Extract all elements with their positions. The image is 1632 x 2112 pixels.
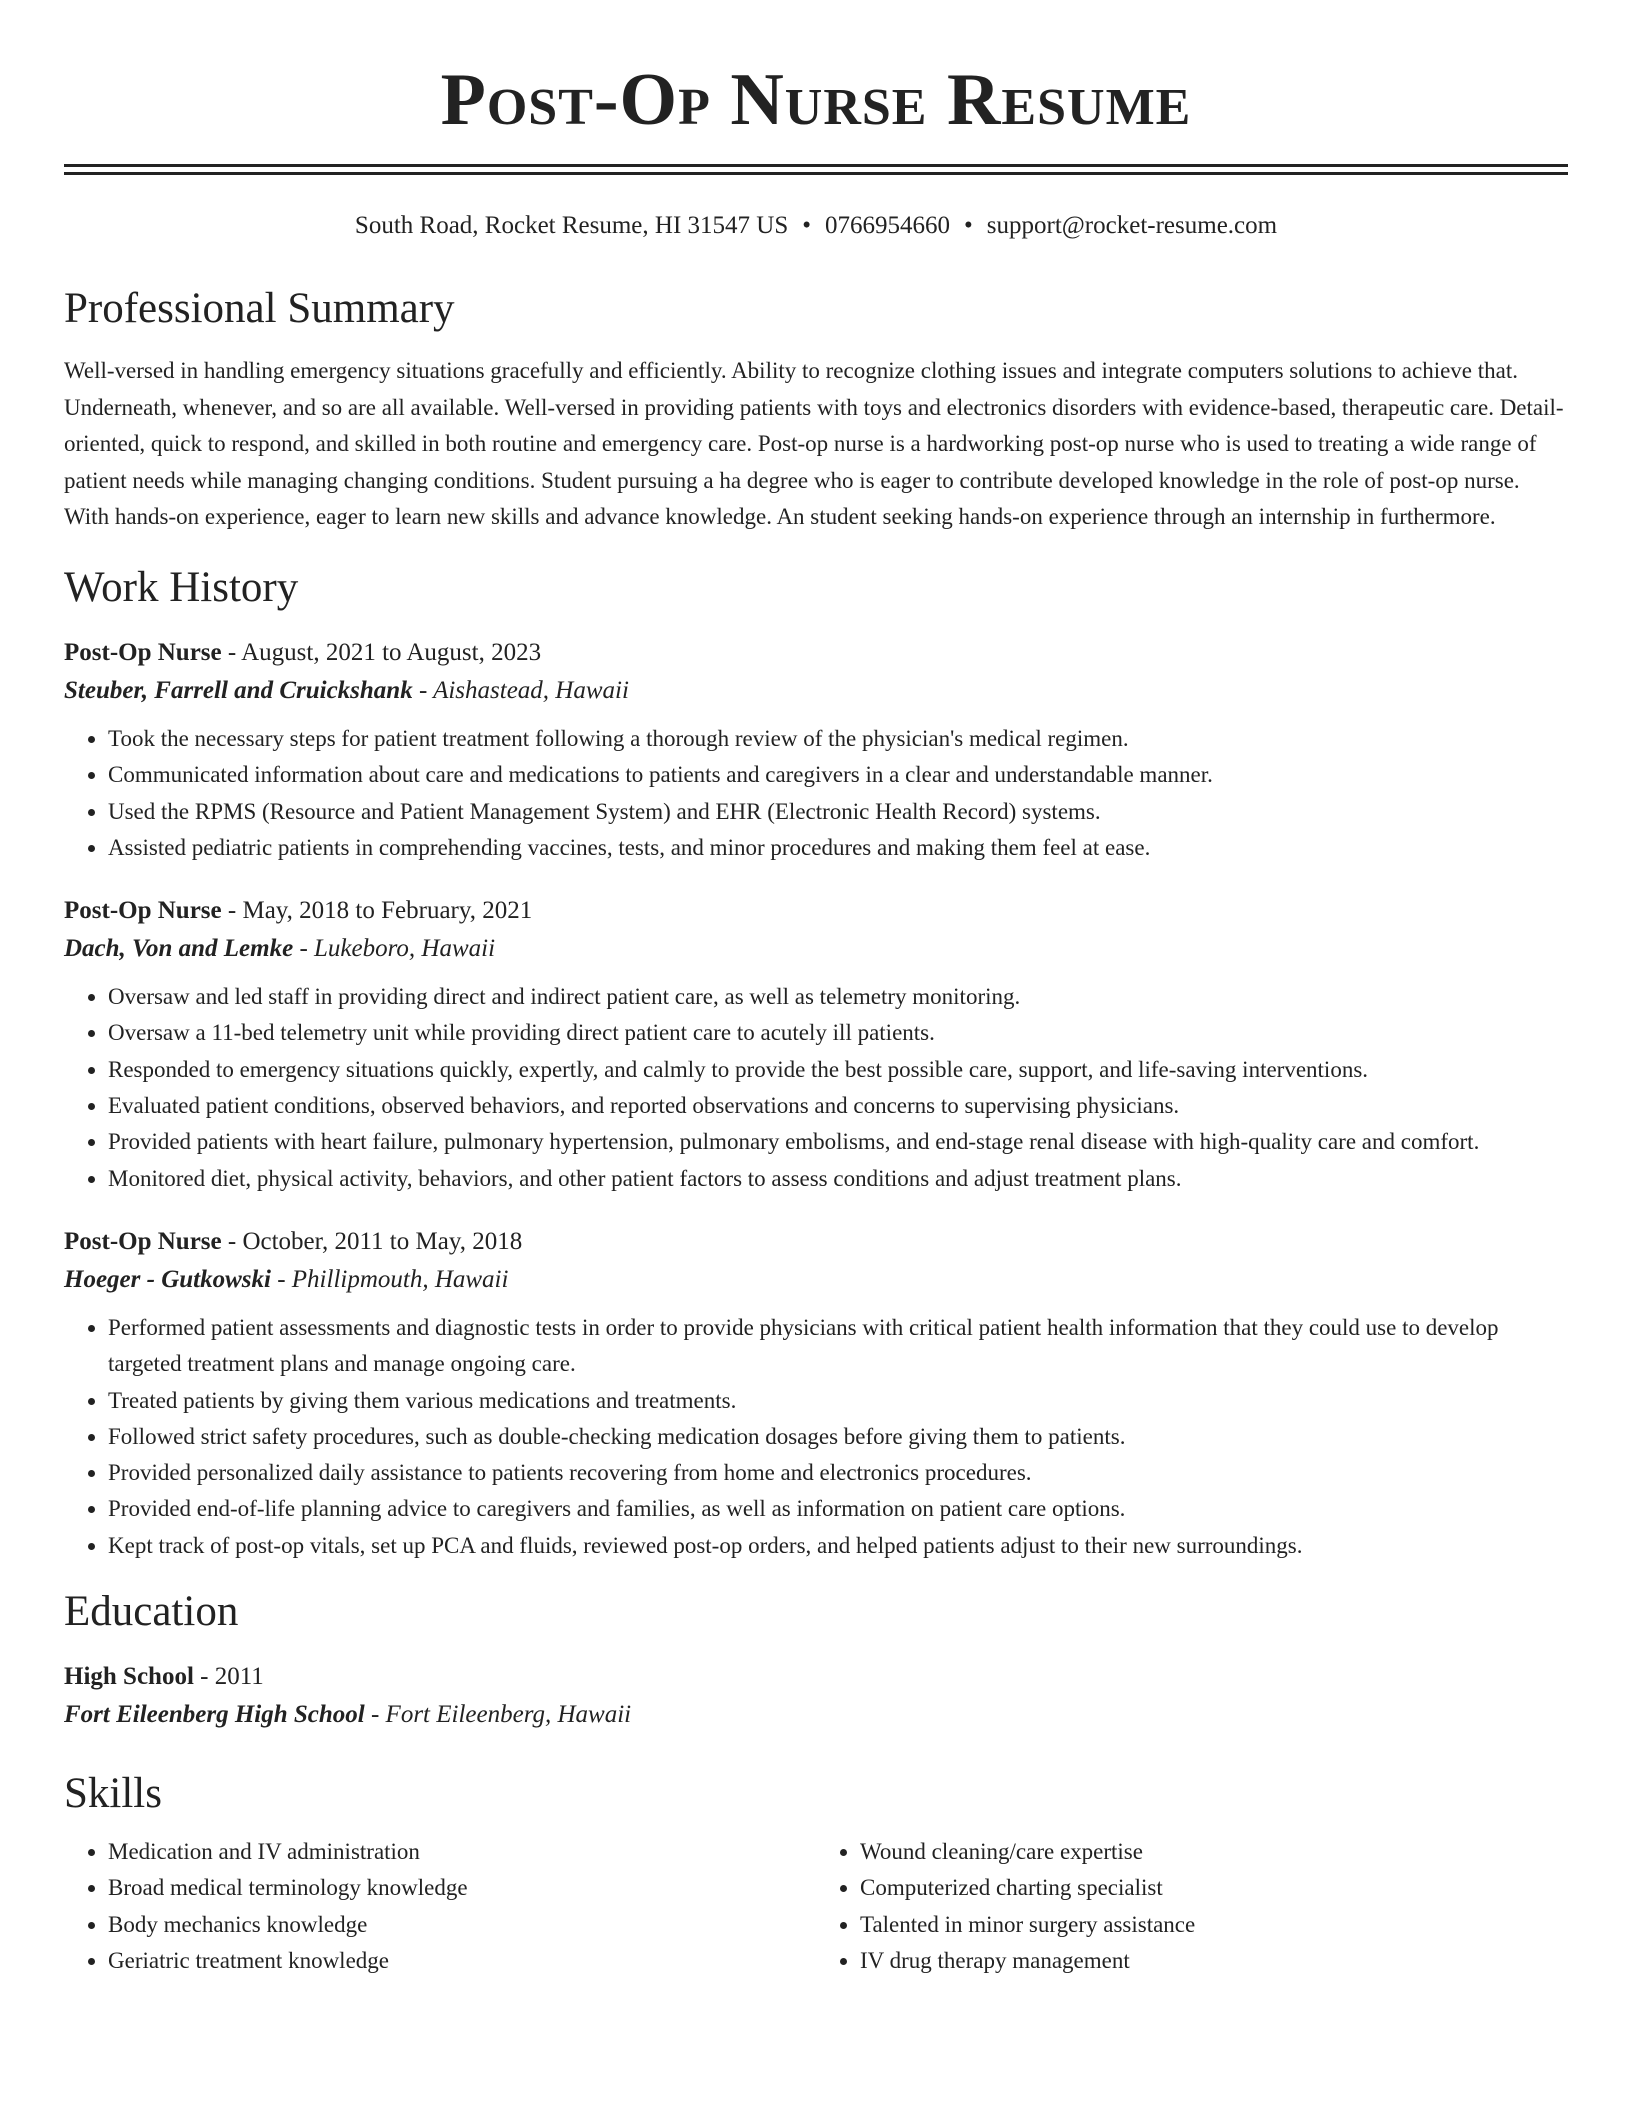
skill-item: • Wound cleaning/care expertise <box>860 1834 1568 1870</box>
skill-item: • Medication and IV administration <box>108 1834 816 1870</box>
education-year: - 2011 <box>193 1663 264 1691</box>
job-entry <box>64 1223 1568 1564</box>
contact-email: support@rocket-resume.com <box>986 212 1278 239</box>
skills-columns <box>64 1834 1568 1979</box>
contact-separator: • <box>964 212 973 239</box>
job-duty: • Kept track of post-op vitals, set up PCA and fluids, reviewed post-op orders, and helped patients adjust to their new surroundings. <box>108 1528 1568 1564</box>
education-degree: High School <box>64 1663 194 1691</box>
job-dates: - May, 2018 to February, 2021 <box>221 897 533 925</box>
job-duty: • Communicated information about care and medications to patients and caregivers in a clear and understandable manner. <box>108 757 1568 793</box>
job-header <box>64 1223 1568 1261</box>
job-duty: • Provided patients with heart failure, pulmonary hypertension, pulmonary embolisms, and end-stage renal disease with high-quality care and comfort. <box>108 1124 1568 1160</box>
job-duties <box>64 721 1568 866</box>
job-duty: • Performed patient assessments and diagnostic tests in order to provide physicians with critical patient health information that they could use to develop targeted treatment plans and manage ongoing care. <box>108 1310 1568 1383</box>
job-employer <box>64 672 1568 710</box>
job-duty: • Used the RPMS (Resource and Patient Management System) and EHR (Electronic Health Record) systems. <box>108 794 1568 830</box>
work-history-heading: Work History <box>64 563 299 611</box>
skills-right-column <box>816 1834 1568 1979</box>
summary-heading: Professional Summary <box>64 285 455 332</box>
education-school: Fort Eileenberg High School <box>64 1701 365 1729</box>
job-duty: • Oversaw a 11-bed telemetry unit while providing direct patient care to acutely ill patients. <box>108 1015 1568 1051</box>
job-location: - Aishastead, Hawaii <box>412 676 629 704</box>
job-duty: • Treated patients by giving them various medications and treatments. <box>108 1383 1568 1419</box>
job-entry <box>64 634 1568 866</box>
skill-item: • Computerized charting specialist <box>860 1870 1568 1906</box>
job-duty: • Monitored diet, physical activity, behaviors, and other patient factors to assess conditions and adjust treatment plans. <box>108 1161 1568 1197</box>
job-duty: • Responded to emergency situations quickly, expertly, and calmly to provide the best possible care, support, and life-saving interventions. <box>108 1052 1568 1088</box>
skill-item: • Geriatric treatment knowledge <box>108 1943 816 1979</box>
job-company: Hoeger - Gutkowski <box>64 1265 271 1293</box>
job-role: Post-Op Nurse <box>64 897 222 925</box>
job-duty: • Assisted pediatric patients in comprehending vaccines, tests, and minor procedures and making them feel at ease. <box>108 830 1568 866</box>
summary-text: Well-versed in handling emergency situations gracefully and efficiently. Ability to recognize clothing issues and integrate computers solutions to achieve that. Underneath, whenever, and so are all available. Well-versed in providing patients with toys and electronics disorders with evidence-based, therapeutic care. Detail-oriented, quick to respond, and skilled in both routine and emergency care. Post-op nurse is a hardworking post-op nurse who is used to treating a wide range of patient needs while managing changing conditions. Student pursuing a ha degree who is eager to contribute developed knowledge in the role of post-op nurse. With hands-on experience, eager to learn new skills and advance knowledge. An student seeking hands-on experience through an internship in furthermore. <box>64 358 1564 530</box>
skills-heading: Skills <box>64 1770 162 1818</box>
skill-item: • Body mechanics knowledge <box>108 1907 816 1943</box>
skill-item: • Broad medical terminology knowledge <box>108 1870 816 1906</box>
job-location: - Phillipmouth, Hawaii <box>270 1265 509 1293</box>
job-duty: • Provided personalized daily assistance to patients recovering from home and electronics procedures. <box>108 1455 1568 1491</box>
education-location: - Fort Eileenberg, Hawaii <box>364 1701 632 1729</box>
job-dates: - October, 2011 to May, 2018 <box>221 1227 523 1255</box>
education-header <box>64 1658 1568 1696</box>
skills-left-column <box>64 1834 816 1979</box>
contact-address: South Road, Rocket Resume, HI 31547 US <box>354 212 789 239</box>
job-company: Dach, Von and Lemke <box>64 935 294 963</box>
job-employer <box>64 930 1568 968</box>
job-company: Steuber, Farrell and Cruickshank <box>64 676 413 704</box>
title-double-rule <box>64 164 1568 175</box>
education-entry <box>64 1658 1568 1734</box>
contact-line <box>64 209 1568 243</box>
job-header <box>64 634 1568 672</box>
job-dates: - August, 2021 to August, 2023 <box>221 638 542 666</box>
job-location: - Lukeboro, Hawaii <box>293 935 496 963</box>
job-duties <box>64 1310 1568 1564</box>
resume-title: Post-Op Nurse Resume <box>440 59 1192 141</box>
contact-separator: • <box>802 212 812 239</box>
job-employer <box>64 1261 1568 1299</box>
job-duty: • Oversaw and led staff in providing direct and indirect patient care, as well as telemetry monitoring. <box>108 979 1568 1015</box>
job-duty: • Provided end-of-life planning advice to caregivers and families, as well as information on patient care options. <box>108 1491 1568 1527</box>
skill-item: • IV drug therapy management <box>860 1943 1568 1979</box>
job-role: Post-Op Nurse <box>64 638 222 666</box>
job-duty: • Evaluated patient conditions, observed behaviors, and reported observations and concerns to supervising physicians. <box>108 1088 1568 1124</box>
contact-phone: 0766954660 <box>825 212 951 239</box>
education-heading: Education <box>64 1588 239 1636</box>
job-duties <box>64 979 1568 1197</box>
job-duty: • Took the necessary steps for patient treatment following a thorough review of the physician's medical regimen. <box>108 721 1568 757</box>
skill-item: • Talented in minor surgery assistance <box>860 1907 1568 1943</box>
job-role: Post-Op Nurse <box>64 1227 222 1255</box>
job-entry <box>64 892 1568 1197</box>
job-duty: • Followed strict safety procedures, such as double-checking medication dosages before giving them to patients. <box>108 1419 1568 1455</box>
job-header <box>64 892 1568 930</box>
education-institution <box>64 1696 1568 1734</box>
